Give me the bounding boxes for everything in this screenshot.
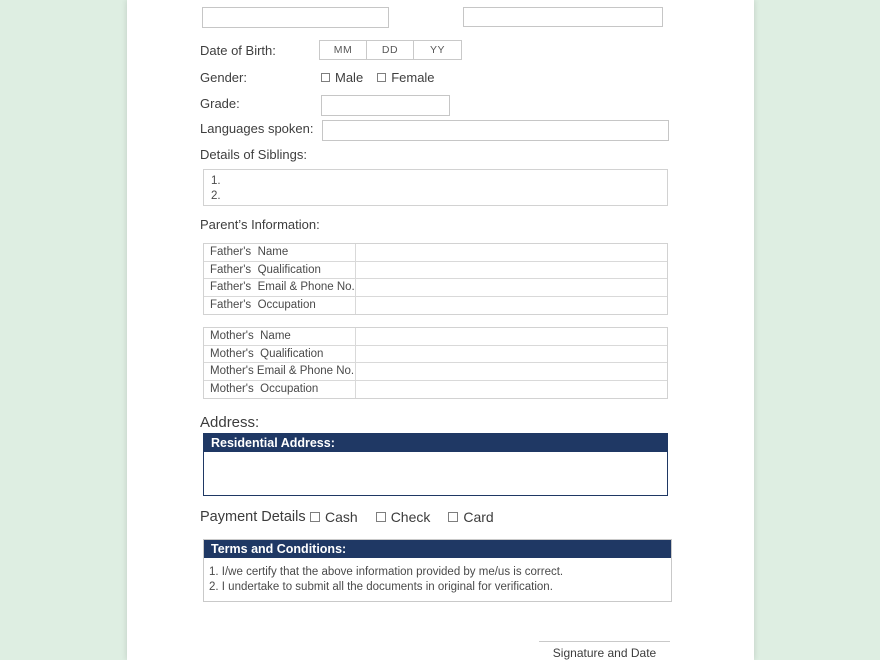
- card-checkbox[interactable]: [448, 512, 458, 522]
- cash-label: Cash: [325, 509, 358, 525]
- dob-input-group: [319, 40, 462, 60]
- mother-occupation-field[interactable]: [356, 381, 667, 399]
- payment-details-label: Payment Details: [200, 509, 306, 525]
- residential-address-field[interactable]: [204, 452, 667, 495]
- terms-header: Terms and Conditions:: [204, 540, 671, 558]
- gender-option-male[interactable]: [321, 70, 363, 85]
- parents-info-label: Parent’s Information:: [200, 217, 320, 232]
- address-label: Address:: [200, 414, 260, 431]
- dob-year-cell[interactable]: YY: [429, 44, 445, 56]
- mother-qualification-field[interactable]: [356, 346, 667, 363]
- father-name-label: Father's Name: [204, 244, 356, 261]
- dob-month-cell[interactable]: MM: [320, 41, 367, 59]
- payment-option-card[interactable]: [448, 509, 493, 525]
- mother-occupation-label: Mother's Occupation: [204, 381, 356, 399]
- terms-box: [203, 539, 672, 602]
- gender-options: [321, 70, 435, 85]
- payment-options: [310, 509, 494, 525]
- table-row: [204, 297, 667, 315]
- table-row: [204, 363, 667, 381]
- table-row: [204, 381, 667, 399]
- father-occupation-label: Father's Occupation: [204, 297, 356, 315]
- cash-checkbox[interactable]: [310, 512, 320, 522]
- residential-address-box: [203, 433, 668, 496]
- table-row: [204, 262, 667, 280]
- gender-option-female[interactable]: [377, 70, 434, 85]
- form-page: [127, 0, 754, 660]
- father-email-phone-field[interactable]: [356, 279, 667, 296]
- dob-label: Date of Birth:: [200, 43, 276, 58]
- female-label: Female: [391, 70, 435, 85]
- dob-day-cell[interactable]: DD: [367, 41, 414, 59]
- terms-item-2: 2. I undertake to submit all the documents in original for verification.: [209, 580, 553, 593]
- siblings-label: Details of Siblings:: [200, 147, 307, 162]
- top-left-input[interactable]: [202, 7, 389, 28]
- mother-email-phone-field[interactable]: [356, 363, 667, 380]
- terms-body: [204, 558, 671, 601]
- top-right-input[interactable]: [463, 7, 663, 27]
- grade-label: Grade:: [200, 96, 240, 111]
- mother-name-field[interactable]: [356, 328, 667, 345]
- residential-address-header: Residential Address:: [204, 434, 667, 452]
- table-row: [204, 346, 667, 364]
- father-occupation-field[interactable]: [356, 297, 667, 315]
- male-label: Male: [335, 70, 364, 85]
- male-checkbox[interactable]: [321, 73, 330, 82]
- check-checkbox[interactable]: [376, 512, 386, 522]
- table-row: [204, 279, 667, 297]
- languages-label: Languages spoken:: [200, 121, 314, 136]
- father-qualification-label: Father's Qualification: [204, 262, 356, 279]
- grade-input[interactable]: [321, 95, 450, 116]
- mother-info-table: [203, 327, 668, 399]
- mother-name-label: Mother's Name: [204, 328, 356, 345]
- terms-item-1: 1. I/we certify that the above information provided by me/us is correct.: [209, 566, 564, 578]
- father-email-phone-label: Father's Email & Phone No.: [204, 279, 356, 296]
- father-qualification-field[interactable]: [356, 262, 667, 279]
- father-name-field[interactable]: [356, 244, 667, 261]
- gender-label: Gender:: [200, 70, 247, 85]
- father-info-table: [203, 243, 668, 315]
- sibling-line-2: 2.: [211, 189, 221, 202]
- check-label: Check: [390, 509, 431, 525]
- siblings-box[interactable]: [203, 169, 668, 206]
- mother-qualification-label: Mother's Qualification: [204, 346, 356, 363]
- female-checkbox[interactable]: [377, 73, 386, 82]
- signature-line: [539, 641, 670, 642]
- table-row: [204, 244, 667, 262]
- table-row: [204, 328, 667, 346]
- card-label: Card: [463, 509, 494, 525]
- payment-option-check[interactable]: [376, 509, 431, 525]
- signature-label: Signature and Date: [552, 646, 657, 660]
- mother-email-phone-label: Mother's Email & Phone No.: [204, 363, 356, 380]
- payment-option-cash[interactable]: [310, 509, 358, 525]
- sibling-line-1: 1.: [211, 175, 221, 187]
- languages-input[interactable]: [322, 120, 669, 141]
